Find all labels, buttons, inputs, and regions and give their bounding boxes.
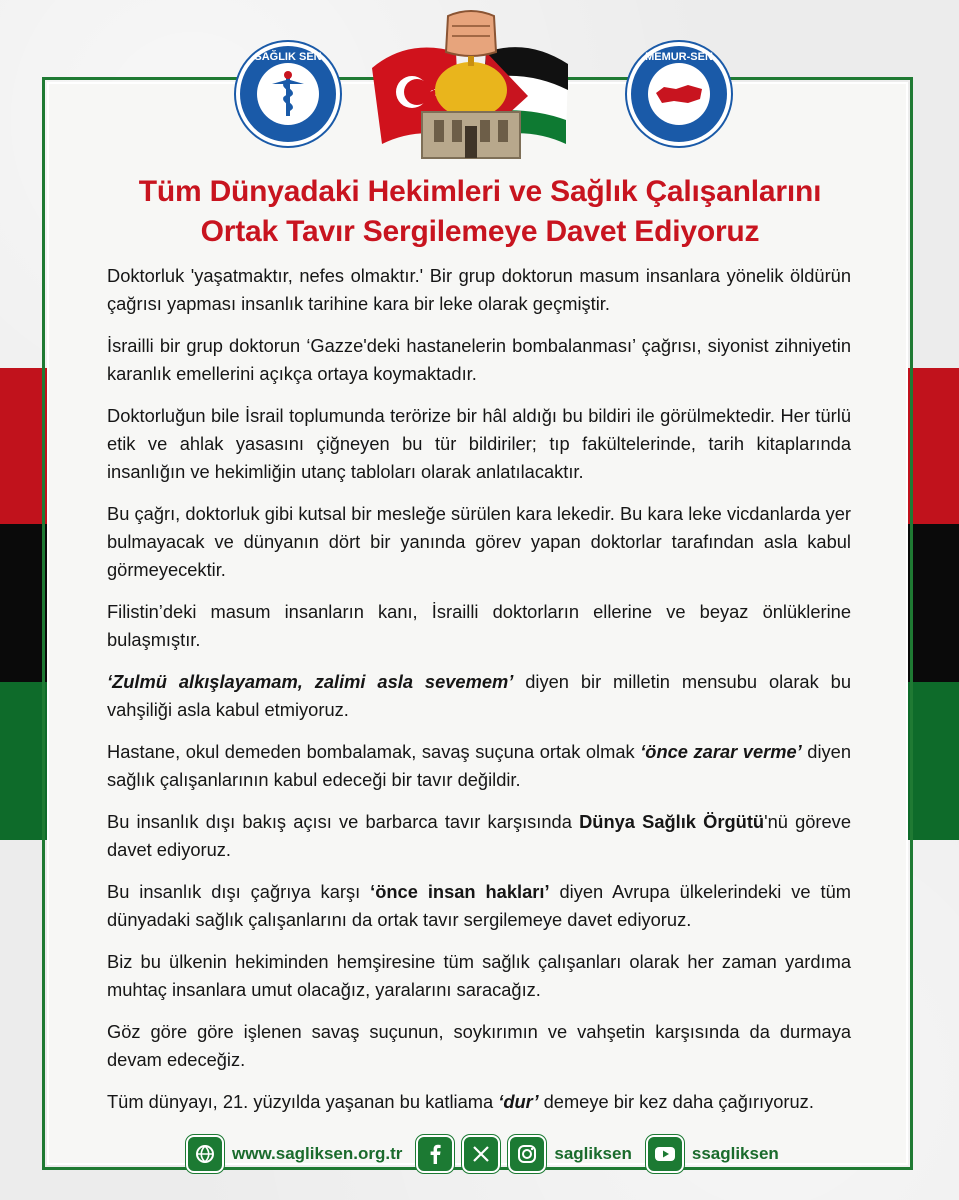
quote-once-zarar-verme: ‘önce zarar verme’ bbox=[640, 741, 802, 762]
website-link[interactable]: www.sagliksen.org.tr bbox=[232, 1144, 403, 1163]
paragraph-2: İsrailli bir grup doktorun ‘Gazze'deki hastanelerin bombalanması’ çağrısı, siyonist zihniyetin karanlık emellerini açıkça ortaya koymaktadır. bbox=[107, 335, 851, 384]
caduceus-icon bbox=[257, 63, 319, 125]
paragraph-7-rest: diyen sağlık çalışanlarının kabul edeceği bir tavır değildir. bbox=[107, 741, 851, 790]
x-twitter-icon[interactable] bbox=[462, 1135, 500, 1173]
turkey-map-icon bbox=[648, 63, 710, 125]
paragraph-10: Biz bu ülkenin hekiminden hemşiresine tüm sağlık çalışanları olarak her zaman yardıma muhtaç insanlara umut olacağız, yaralarını saracağız. bbox=[107, 951, 851, 1000]
paragraph-9-rest: diyen Avrupa ülkelerindeki ve tüm dünyadaki sağlık çalışanlarını da ortak tavır sergilemeye davet ediyoruz. bbox=[107, 881, 851, 930]
youtube-handle[interactable]: ssagliksen bbox=[691, 1144, 779, 1163]
paragraph-9 bbox=[107, 878, 851, 934]
paragraph-12-start: Tüm dünyayı, 21. yüzyılda yaşanan bu katliama bbox=[107, 1091, 499, 1112]
title-line-2: Ortak Tavır Sergilemeye Davet Ediyoruz bbox=[200, 215, 760, 248]
social-handle[interactable]: sagliksen bbox=[554, 1144, 632, 1163]
footer-social-bar bbox=[186, 1136, 785, 1172]
paragraph-7 bbox=[107, 738, 851, 794]
memur-sen-logo-text: MEMUR-SEN bbox=[645, 51, 713, 63]
paragraph-7-start: Hastane, okul demeden bombalamak, savaş suçuna ortak olmak bbox=[107, 741, 641, 762]
paragraph-12 bbox=[107, 1088, 851, 1116]
quote-zulmu: ‘Zulmü alkışlayamam, zalimi asla sevemem’ bbox=[107, 671, 514, 692]
paragraph-6 bbox=[107, 668, 851, 724]
paragraph-12-rest: demeye bir kez daha çağırıyoruz. bbox=[538, 1091, 814, 1112]
facebook-icon[interactable] bbox=[416, 1135, 454, 1173]
quote-once-insan-haklari: ‘önce insan hakları’ bbox=[370, 881, 550, 902]
statement-body bbox=[107, 262, 851, 1130]
paragraph-6-rest: diyen bir milletin mensubu olarak bu vahşiliği asla kabul etmiyoruz. bbox=[107, 671, 851, 720]
page-title bbox=[60, 172, 900, 252]
paragraph-8 bbox=[107, 808, 851, 864]
paragraph-3: Doktorluğun bile İsrail toplumunda terörize bir hâl aldığı bu bildiri ile görülmektedir. Her türlü etik ve ahlak yasasını çiğneyen bu tür bildiriler; tıp fakültelerinde, tarih kitaplarında insanlığın ve hekimliğin utanç tabloları olarak anlatılacaktır. bbox=[107, 405, 851, 482]
instagram-icon[interactable] bbox=[508, 1135, 546, 1173]
globe-icon[interactable] bbox=[186, 1135, 224, 1173]
emblem-fist-flags-mosque-icon bbox=[368, 8, 574, 166]
who-name: Dünya Sağlık Örgütü bbox=[579, 811, 765, 832]
paragraph-8-start: Bu insanlık dışı bakış açısı ve barbarca tavır karşısında bbox=[107, 811, 580, 832]
saglik-sen-logo-text: SAĞLIK SEN bbox=[254, 51, 322, 63]
paragraph-1: Doktorluk 'yaşatmaktır, nefes olmaktır.' Bir grup doktorun masum insanlara yönelik öldürün çağrısı yapması insanlık tarihine kara bir leke olarak geçmiştir. bbox=[107, 265, 851, 314]
memur-sen-logo bbox=[627, 42, 731, 146]
paragraph-4: Bu çağrı, doktorluk gibi kutsal bir mesleğe sürülen kara lekedir. Bu kara leke vicdanlarda yer bulmayacak ve dünyanın dört bir yanında görev yapan doktorlar tarafından asla kabul görmeyecektir. bbox=[107, 503, 851, 580]
paragraph-5: Filistin’deki masum insanların kanı, İsrailli doktorların ellerine ve beyaz önlüklerine bulaşmıştır. bbox=[107, 601, 851, 650]
title-line-1: Tüm Dünyadaki Hekimleri ve Sağlık Çalışanlarını bbox=[138, 175, 822, 208]
quote-dur: ‘dur’ bbox=[498, 1091, 539, 1112]
paragraph-9-start: Bu insanlık dışı çağrıya karşı bbox=[107, 881, 371, 902]
saglik-sen-logo bbox=[236, 42, 340, 146]
paragraph-11: Göz göre göre işlenen savaş suçunun, soykırımın ve vahşetin karşısında da durmaya devam edeceğiz. bbox=[107, 1021, 851, 1070]
youtube-icon[interactable] bbox=[646, 1135, 684, 1173]
paragraph-8-rest: 'nü göreve davet ediyoruz. bbox=[107, 811, 851, 860]
